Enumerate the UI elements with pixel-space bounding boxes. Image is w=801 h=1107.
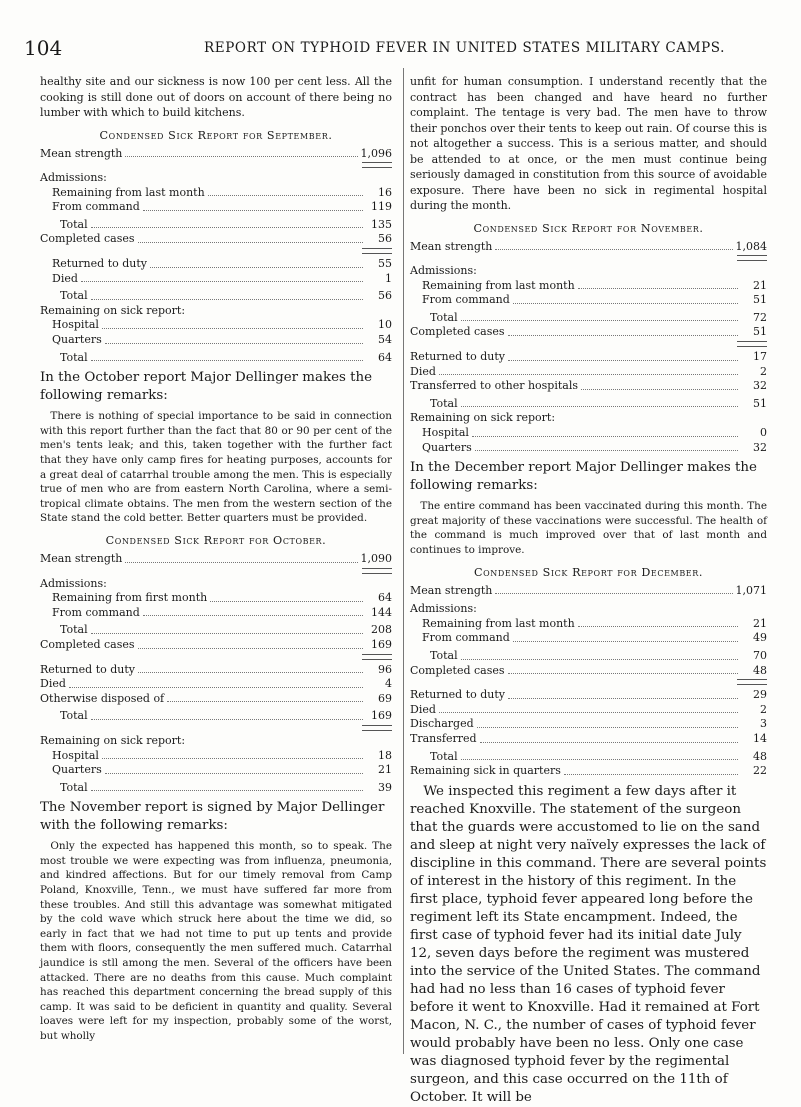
double-rule: [362, 568, 392, 574]
running-title: REPORT ON TYPHOID FEVER IN UNITED STATES MILITARY CAMPS.: [204, 40, 726, 56]
october-heading: Condensed Sick Report for October.: [105, 533, 327, 547]
table-row: Quarters 32: [422, 440, 767, 454]
admissions-label: Admissions:: [40, 171, 107, 185]
table-row: From command 119: [52, 200, 392, 214]
intro-paragraph: healthy site and our sickness is now 100 per cent less. All the cooking is still done out of doors on account of there being no lumber with which to build kitchens.: [40, 75, 392, 119]
table-row: Total 39: [60, 780, 392, 794]
october-intro: In the October report Major Dellinger makes the following remarks:: [40, 370, 373, 404]
table-row: Died 2: [410, 702, 767, 716]
page-header: [24, 36, 780, 60]
table-row: Remaining from last month 16: [52, 185, 392, 199]
remaining-sick-label: Remaining on sick report:: [40, 303, 186, 317]
table-row: Hospital 18: [52, 748, 392, 762]
table-row: Discharged 3: [410, 717, 767, 731]
remaining-sick-label: Remaining on sick report:: [40, 733, 186, 747]
september-report-table: [40, 129, 392, 366]
table-row: Total 169: [60, 709, 392, 723]
right-column: [410, 74, 767, 1107]
table-row: Total 208: [60, 623, 392, 637]
table-row: Total 72: [430, 310, 767, 324]
table-row: Total 48: [430, 749, 767, 763]
november-heading: Condensed Sick Report for November.: [473, 221, 704, 235]
december-report-table: [410, 566, 767, 779]
table-row: Hospital 10: [52, 318, 392, 332]
table-row: Transferred 14: [410, 731, 767, 745]
table-row: Returned to duty 17: [410, 350, 767, 364]
november-intro: The November report is signed by Major Dellinger with the following remarks:: [40, 800, 385, 834]
table-row: Returned to duty 96: [40, 662, 392, 676]
closing-paragraph: We inspected this regiment a few days after it reached Knoxville. The statement of the surgeon that the guards were accustomed to lie on the sand and sleep at night very naïvely expresses the lack of discipline in this command. There are several points of interest in the history of this regiment. In the first place, typhoid fever appeared long before the regiment left its State encampment. Indeed, the first case of typhoid fever had its initial date July 12, seven days before the regiment was mustered into the service of the United States. The command had had no less than 16 cases of typhoid fever before it went to Knoxville. Had it remained at Fort Macon, N. C., the number of cases of typhoid fever would probably have been no less. Only one case was diagnosed typhoid fever by the regimental surgeon, and this case occurred on the 11th of October. It will be: [410, 783, 767, 1105]
table-row: Mean strength 1,071: [410, 583, 767, 597]
table-row: Died 4: [40, 677, 392, 691]
admissions-label: Admissions:: [410, 602, 477, 616]
table-row: Completed cases 51: [410, 325, 767, 339]
table-row: Remaining from last month 21: [422, 278, 767, 292]
table-row: Remaining from last month 21: [422, 616, 767, 630]
double-rule: [362, 162, 392, 168]
table-row: Died 2: [410, 364, 767, 378]
table-row: Total 51: [430, 396, 767, 410]
double-rule: [737, 341, 767, 347]
double-rule: [362, 725, 392, 731]
table-row: Returned to duty 29: [410, 688, 767, 702]
december-intro: In the December report Major Dellinger makes the following remarks:: [410, 460, 757, 494]
table-row: Quarters 21: [52, 763, 392, 777]
table-row: Quarters 54: [52, 333, 392, 347]
october-report-table: [40, 534, 392, 795]
double-rule: [737, 255, 767, 261]
admissions-label: Admissions:: [410, 264, 477, 278]
november-report-table: [410, 222, 767, 456]
left-column: [40, 74, 392, 1044]
december-heading: Condensed Sick Report for December.: [473, 565, 704, 579]
table-row: Transferred to other hospitals 32: [410, 379, 767, 393]
table-row: From command 144: [52, 605, 392, 619]
table-row: From command 51: [422, 293, 767, 307]
table-row: Total 70: [430, 648, 767, 662]
table-row: Completed cases 169: [40, 637, 392, 651]
table-row: Completed cases 56: [40, 232, 392, 246]
table-row: Mean strength 1,090: [40, 551, 392, 565]
september-heading: Condensed Sick Report for September.: [99, 128, 333, 142]
november-remarks: Only the expected has happened this month, so to speak. The most trouble we were expecting was from influenza, pneumonia, and kindred affections. But for our timely removal from Camp Poland, Knoxville, Tenn., we must have suffered far more from these troubles. And still this advantage was somewhat mitigated by the cold wave which struck here about the time we did, so early in fact that we had not time to put up tents and provide them with floors, consequently the men suffered much. Catarrhal jaundice is stll among the men. Several of the officers have been attacked. There are no deaths from this cause. Much complaint has reached this department concerning the bread supply of this camp. It was said to be deficient in quantity and quality. Several loaves were left for my inspection, probably some of the worst, but wholly: [40, 840, 392, 1042]
table-row: Total 64: [60, 350, 392, 364]
table-row: Remaining sick in quarters 22: [410, 764, 767, 778]
table-row: Completed cases 48: [410, 663, 767, 677]
table-row: From command 49: [422, 631, 767, 645]
page-number: 104: [24, 36, 63, 60]
admissions-label: Admissions:: [40, 576, 107, 590]
table-row: Hospital 0: [422, 426, 767, 440]
double-rule: [362, 654, 392, 660]
table-row: Returned to duty 55: [52, 257, 392, 271]
october-remarks: There is nothing of special importance to be said in connection with this report further than the fact that 80 or 90 per cent of the men's tents leak; and this, taken together with the further fact that they have only camp fires for heating purposes, accounts for a great deal of catarrhal trouble among the men. This is especially true of men who are from eastern North Carolina, where a semi-tropical climate obtains. The men from the western section of the State stand the cold better. Better quarters must be provided.: [40, 410, 392, 525]
table-row: Mean strength 1,084: [410, 239, 767, 253]
december-remarks: The entire command has been vaccinated during this month. The great majority of these vaccinations were successful. The health of the command is much improved over that of last month and continues to improve.: [410, 500, 767, 556]
continued-paragraph: unfit for human consumption. I understand recently that the contract has been changed and have heard no further complaint. The tentage is very bad. The men have to throw their ponchos over their tents to keep out rain. Of course this is not altogether a success. This is a serious matter, and should be attended to at once, or the men must continue being seriously damaged in constitution from this source of avoidable exposure. There have been no sick in regimental hospital during the month.: [410, 75, 767, 212]
table-row: Remaining from first month 64: [52, 591, 392, 605]
table-row: Total 135: [60, 217, 392, 231]
column-divider: [403, 68, 404, 1054]
table-row: Mean strength 1,096: [40, 146, 392, 160]
remaining-sick-label: Remaining on sick report:: [410, 411, 556, 425]
table-row: Died 1: [52, 271, 392, 285]
table-row: Total 56: [60, 289, 392, 303]
table-row: Otherwise disposed of 69: [40, 691, 392, 705]
double-rule: [737, 679, 767, 685]
double-rule: [362, 248, 392, 254]
